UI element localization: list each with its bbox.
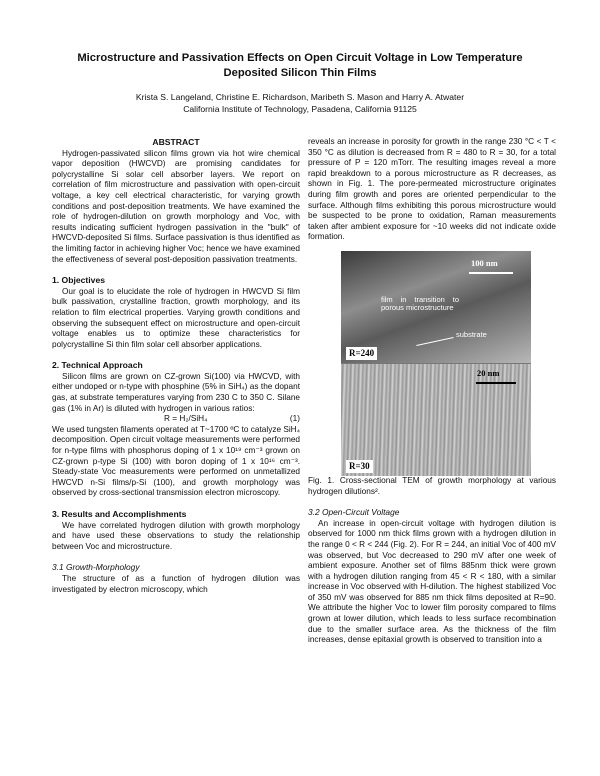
- technical-text-2: We used tungsten filaments operated at T~1700 ºC to catalyze SiH₄ decomposition. Open circuit voltage measurements were performed for n-type films with phosphorus doping of 1 x 10¹⁹ cm⁻³ grown on CZ-grown p-type Si (100) with boron doping of 1 x 10¹⁶ cm⁻³. Steady-state Voc measurements were performed on unmetallized HWCVD n-Si films/p-Si (100), and growth morphology was observed by cross-sectional transmission electron microscopy.: [52, 424, 300, 498]
- abstract-text: Hydrogen-passivated silicon films grown via hot wire chemical vapor deposition (HWCVD) are promising candidates for polycrystalline Si solar cell absorber layers. We report on correlation of film microstructure and passivation with open-circuit voltage, a key cell electrical characteristic, for varying growth conditions and post-deposition treatments. We have examined the role of hydrogen-dilution on growth morphology and Voc, with results indicating sufficient hydrogen passivation in the "bulk" of HWCVD-deposited Si films. Surface passivation is thus identified as the limiting factor in achieving higher Voc; hence we have examined the effectiveness of several post-deposition passivation treatments.: [52, 148, 300, 264]
- title-line-2: Deposited Silicon Thin Films: [223, 67, 377, 79]
- equation-number: (1): [289, 414, 300, 424]
- equation-row: [52, 414, 300, 425]
- scale-bar-top: [469, 272, 513, 274]
- left-column: [52, 137, 300, 595]
- technical-heading: 2. Technical Approach: [52, 360, 143, 371]
- scale-bar-bottom: [476, 382, 516, 384]
- results-heading: 3. Results and Accomplishments: [52, 509, 187, 519]
- author-block: [40, 92, 560, 115]
- paper-title: [40, 51, 560, 81]
- open-circuit-text: An increase in open-circuit voltage with hydrogen dilution is observed for 1000 nm thick films grown with a hydrogen dilution in the range 0 < R < 244 (Fig. 2). For R = 244, an initial Voc of 400 mV was observed, but Voc decreased to 290 mV after one week of ambient exposure. Another set of films 885nm thick were grown with a hydrogen dilution ranging from 45 < R < 180, with a similar increase in Voc observed with H-dilution. The highest stabilized Voc of 350 mV was observed for 885 nm thick films deposited at R=90. We attribute the higher Voc to lower film porosity compared to films grown at lower dilution, which leads to less surface recombination due to the smaller surface area. As the thickness of the film increases, dense epitaxial growth is observed to transition into a: [308, 518, 556, 645]
- figure-caption: Fig. 1. Cross-sectional TEM of growth morphology at various hydrogen dilutions².: [308, 475, 556, 496]
- open-circuit-heading: 3.2 Open-Circuit Voltage: [308, 507, 400, 518]
- growth-morphology-text: The structure of as a function of hydrogen dilution was investigated by electron microscopy, which: [52, 573, 300, 594]
- right-intro-text: reveals an increase in porosity for growth in the range 230 °C < T < 350 °C as dilution is decreased from R = 480 to R = 30, for a total pressure of P = 120 mTorr. The resulting images reveal a more rapid breakdown to a porous microstructure as R decreases, as shown in Fig. 1. The pore-permeated microstructure originates during film growth and pores are oriented perpendicular to the surface. Although films exhibiting this porous microstructure would be suspected to be prone to oxidation, Raman measurements taken after ambient exposure for ~10 weeks did not indicate oxide formation.: [308, 137, 556, 242]
- scale-label-top: 100 nm: [471, 257, 498, 268]
- objectives-heading: 1. Objectives: [52, 275, 106, 286]
- affiliation: California Institute of Technology, Pasadena, California 91125: [183, 103, 417, 114]
- results-text: We have correlated hydrogen dilution with growth morphology and have used these observations to study the relationship between Voc and microstructure.: [52, 520, 300, 551]
- substrate-label: substrate: [456, 329, 487, 339]
- tem-figure: [341, 251, 531, 476]
- right-column: [308, 137, 556, 646]
- abstract-heading: ABSTRACT: [152, 137, 200, 147]
- objectives-text: Our goal is to elucidate the role of hydrogen in HWCVD Si film bulk passivation, crystalline fraction, growth morphology, and its relation to film electrical properties. Varying growth conditions and observing the subsequent effect on microstructure and open-circuit voltage enables us to optimize these characteristics for polycrystalline Si thin film solar cell absorber applications.: [52, 286, 300, 349]
- equation: R = H₂/SiH₄: [164, 414, 208, 424]
- authors: Krista S. Langeland, Christine E. Richardson, Maribeth S. Mason and Harry A. Atwater: [135, 92, 465, 102]
- scale-label-bottom: 20 nm: [477, 367, 500, 378]
- growth-morphology-heading: 3.1 Growth-Morphology: [52, 562, 140, 573]
- label-r30: R=30: [346, 460, 373, 473]
- technical-text-1: Silicon films are grown on CZ-grown Si(100) via HWCVD, with either undoped or n-type with phosphine (5% in SiH₄) as the dopant gas, at substrate temperatures varying from 230 C to 350 C. Silane gas (1% in Ar) is diluted with hydrogen in various ratios:: [52, 371, 300, 413]
- label-r240: R=240: [346, 347, 377, 360]
- title-line-1: Microstructure and Passivation Effects on Open Circuit Voltage in Low Temperature: [77, 52, 523, 64]
- figure-annotation: film in transition to porous microstructure: [381, 294, 459, 313]
